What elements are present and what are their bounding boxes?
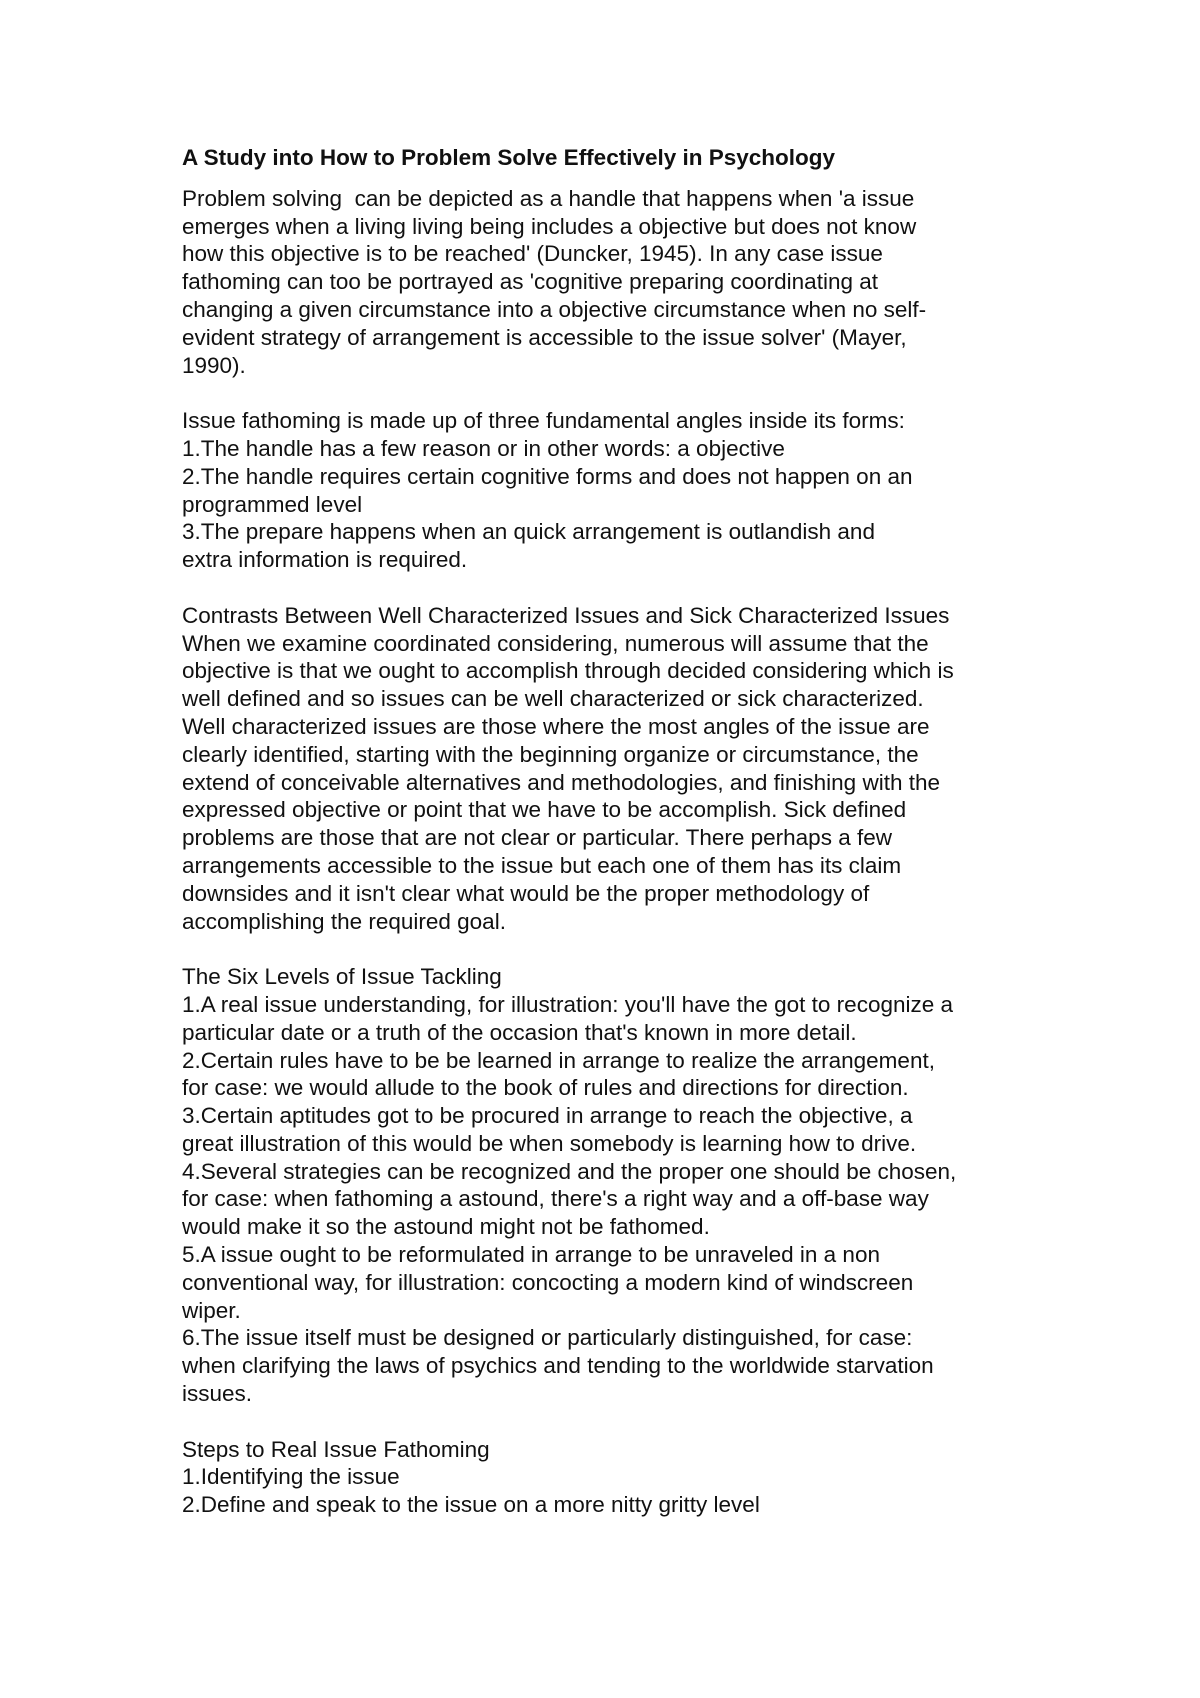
text-line: Problem solving can be depicted as a handle that happens when 'a issue [182, 185, 915, 211]
text-line: clearly identified, starting with the beginning organize or circumstance, the [182, 741, 919, 767]
paragraph [182, 185, 1082, 380]
text-line: Issue fathoming is made up of three fundamental angles inside its forms: [182, 408, 905, 434]
paragraph [182, 407, 1082, 574]
text-line: 1.The handle has a few reason or in other words: a objective [182, 435, 785, 461]
text-line: accomplishing the required goal. [182, 908, 506, 934]
text-line: 3.The prepare happens when an quick arrangement is outlandish and [182, 519, 875, 545]
text-line: 6.The issue itself must be designed or particularly distinguished, for case: [182, 1325, 913, 1351]
text-line: wiper. [182, 1297, 241, 1323]
text-line: conventional way, for illustration: concocting a modern kind of windscreen [182, 1269, 914, 1295]
document-title: A Study into How to Problem Solve Effectively in Psychology [182, 145, 836, 170]
text-line: expressed objective or point that we have to be accomplish. Sick defined [182, 797, 907, 823]
text-line: 5.A issue ought to be reformulated in arrange to be unraveled in a non [182, 1242, 880, 1268]
text-line: would make it so the astound might not be fathomed. [182, 1214, 710, 1240]
paragraph-container [182, 185, 1082, 1519]
text-line: how this objective is to be reached' (Duncker, 1945). In any case issue [182, 241, 883, 267]
text-line: objective is that we ought to accomplish through decided considering which is [182, 658, 954, 684]
text-line: changing a given circumstance into a objective circumstance when no self- [182, 296, 927, 322]
paragraph [182, 1436, 1082, 1519]
text-line: Steps to Real Issue Fathoming [182, 1436, 490, 1462]
text-line: emerges when a living living being includes a objective but does not know [182, 213, 917, 239]
document-body [182, 144, 1082, 1547]
text-line: programmed level [182, 491, 363, 517]
text-line: 1.A real issue understanding, for illustration: you'll have the got to recognize a [182, 991, 954, 1017]
text-line: 2.Certain rules have to be be learned in arrange to realize the arrangement, [182, 1047, 935, 1073]
text-line: downsides and it isn't clear what would be the proper methodology of [182, 880, 870, 906]
text-line: extend of conceivable alternatives and methodologies, and finishing with the [182, 769, 940, 795]
text-line: fathoming can too be portrayed as 'cognitive preparing coordinating at [182, 269, 878, 295]
text-line: for case: when fathoming a astound, there's a right way and a off-base way [182, 1186, 929, 1212]
text-line: 4.Several strategies can be recognized and the proper one should be chosen, [182, 1158, 957, 1184]
text-line: The Six Levels of Issue Tackling [182, 964, 502, 990]
text-line: 3.Certain aptitudes got to be procured in arrange to reach the objective, a [182, 1103, 913, 1129]
text-line: when clarifying the laws of psychics and tending to the worldwide starvation [182, 1353, 934, 1379]
text-line: well defined and so issues can be well characterized or sick characterized. [182, 686, 924, 712]
paragraph [182, 602, 1082, 936]
text-line: arrangements accessible to the issue but each one of them has its claim [182, 852, 902, 878]
text-line: particular date or a truth of the occasion that's known in more detail. [182, 1019, 857, 1045]
text-line: Contrasts Between Well Characterized Issues and Sick Characterized Issues [182, 602, 950, 628]
text-line: for case: we would allude to the book of rules and directions for direction. [182, 1075, 909, 1101]
text-line: 1.Identifying the issue [182, 1464, 400, 1490]
text-line: When we examine coordinated considering, numerous will assume that the [182, 630, 929, 656]
text-line: great illustration of this would be when somebody is learning how to drive. [182, 1130, 917, 1156]
text-line: 2.The handle requires certain cognitive forms and does not happen on an [182, 463, 913, 489]
paragraph [182, 963, 1082, 1408]
text-line: Well characterized issues are those where the most angles of the issue are [182, 713, 930, 739]
text-line: 2.Define and speak to the issue on a more nitty gritty level [182, 1492, 760, 1518]
text-line: issues. [182, 1381, 253, 1407]
text-line: 1990). [182, 352, 246, 378]
text-line: evident strategy of arrangement is accessible to the issue solver' (Mayer, [182, 324, 907, 350]
text-line: problems are those that are not clear or particular. There perhaps a few [182, 825, 892, 851]
text-line: extra information is required. [182, 547, 468, 573]
